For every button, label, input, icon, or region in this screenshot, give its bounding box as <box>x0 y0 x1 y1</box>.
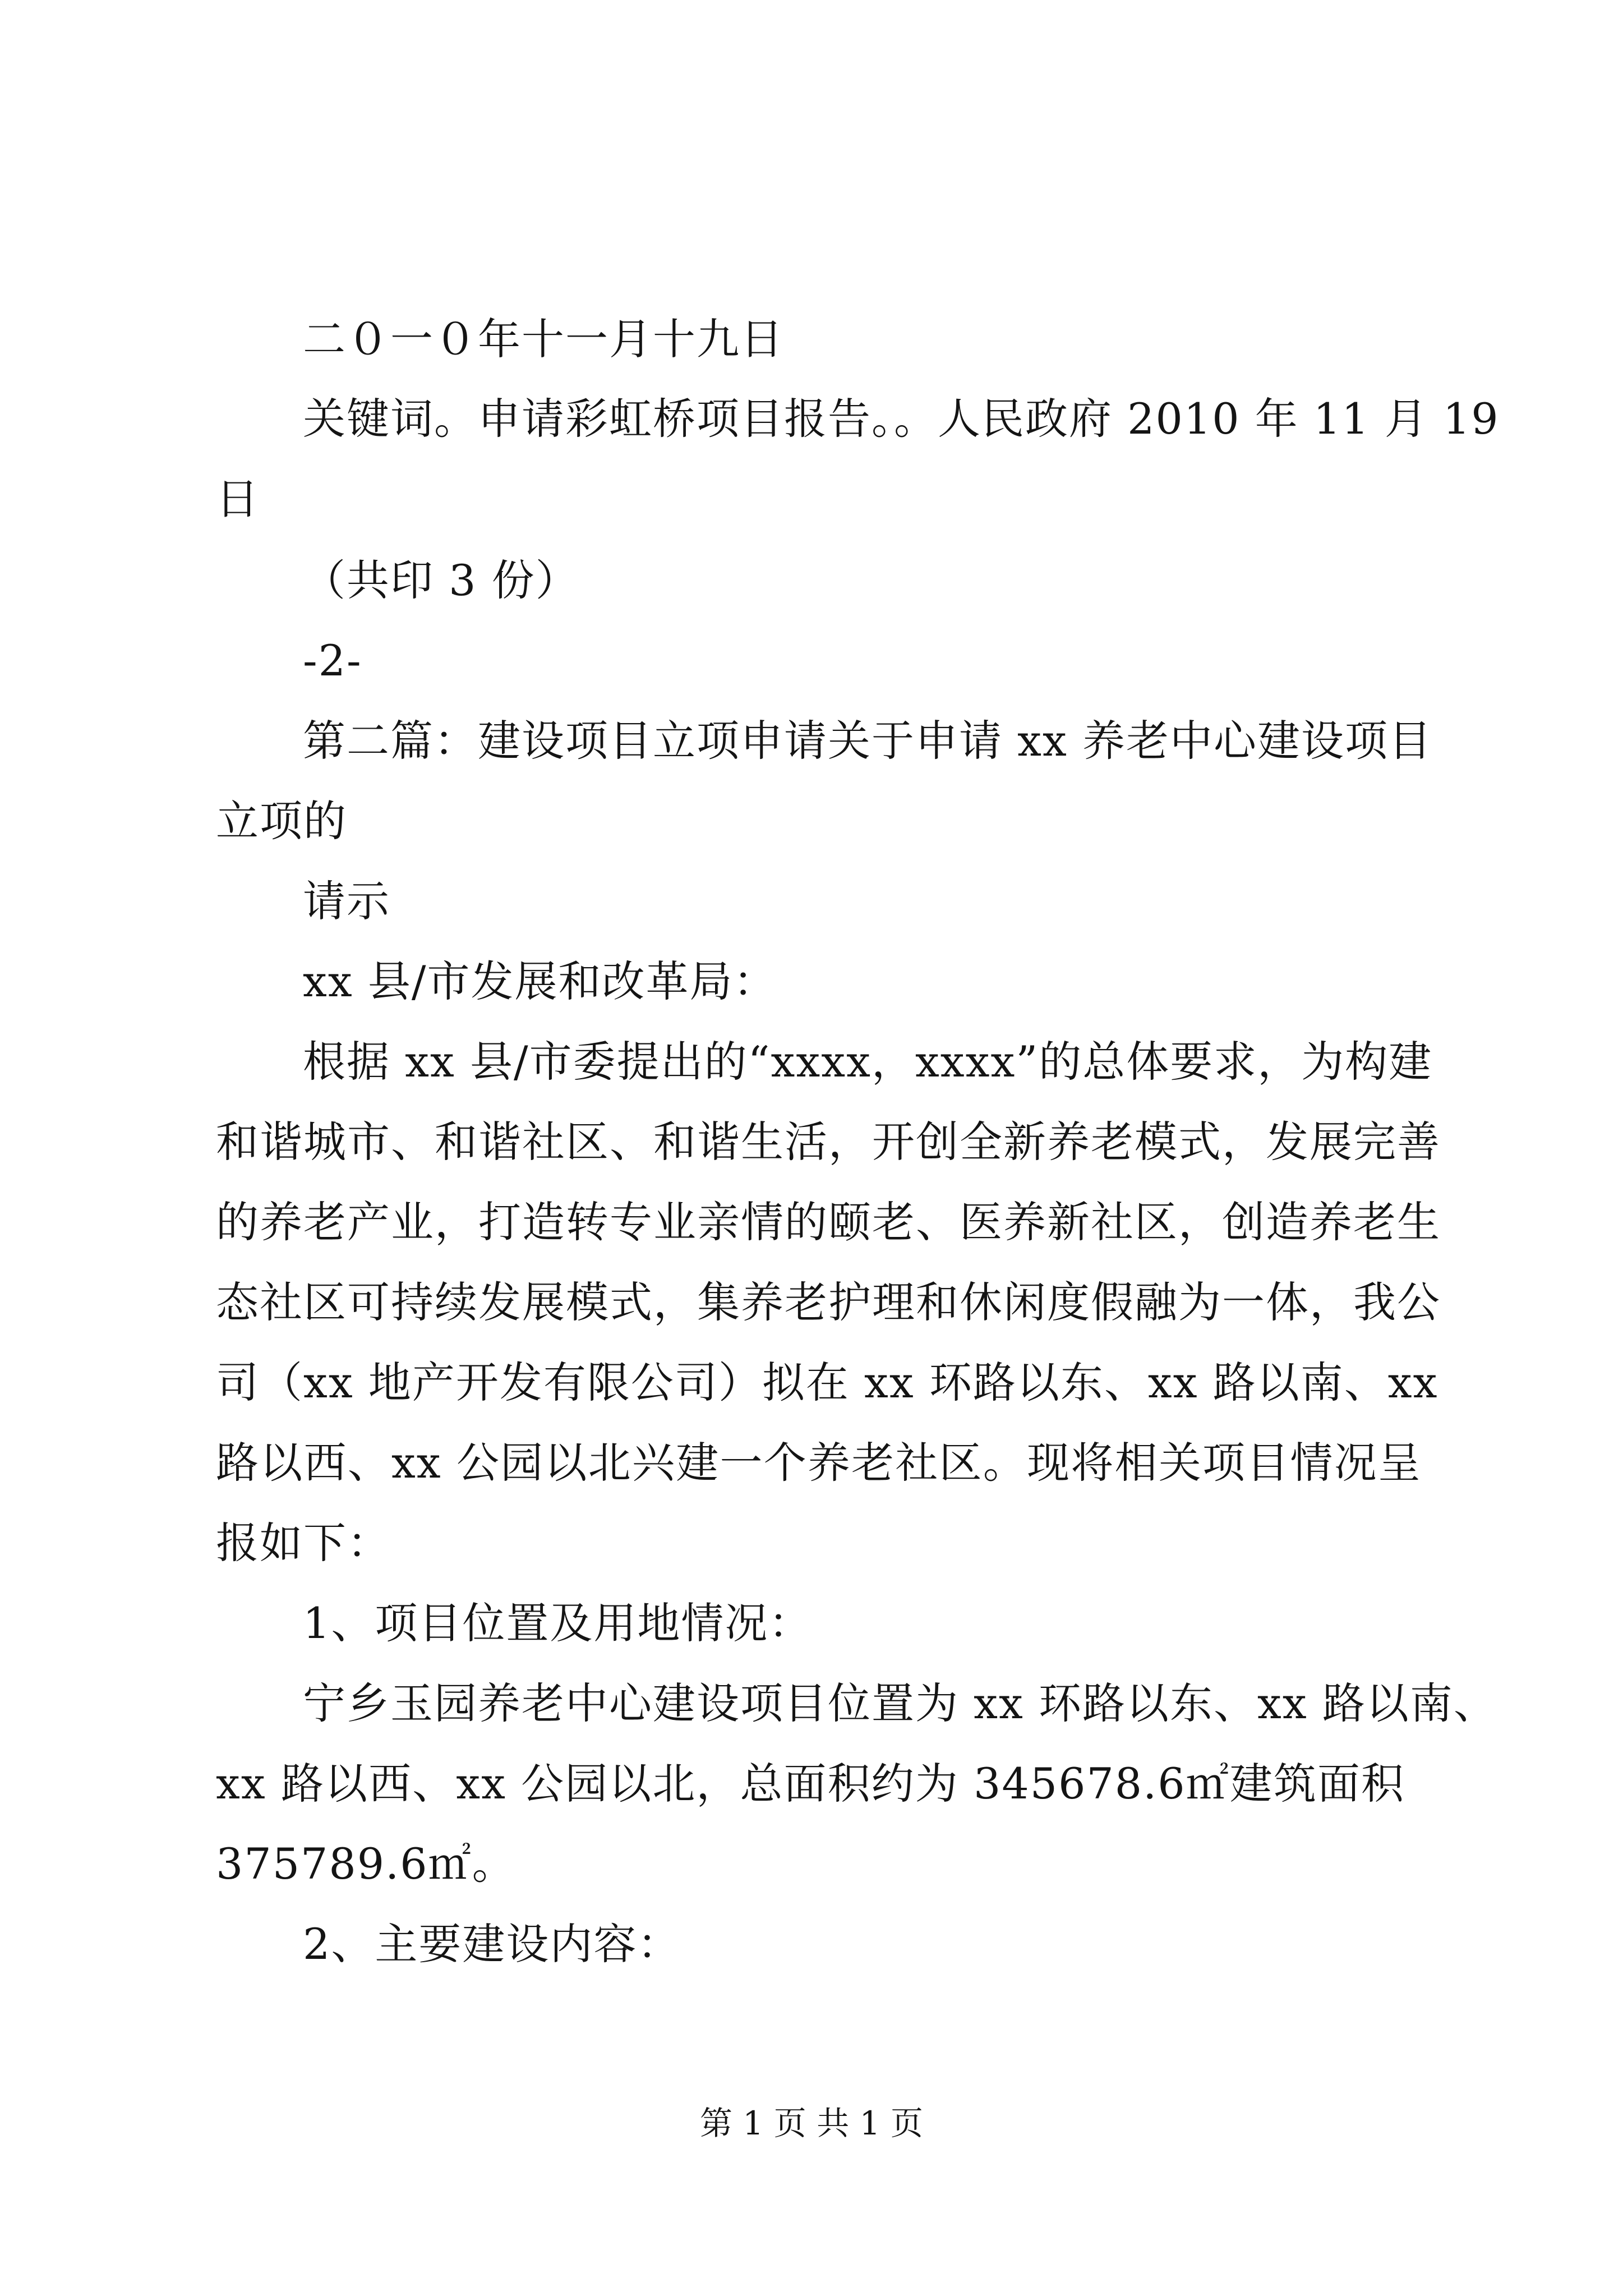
paragraph-line: 路以西、xx 公园以北兴建一个养老社区。现将相关项目情况呈 <box>216 1438 1422 1488</box>
chapter-title: 第二篇：建设项目立项申请关于申请 xx 养老中心建设项目 <box>303 716 1433 766</box>
copies-note: （共印 3 份） <box>303 555 579 605</box>
page-footer: 第 1 页 共 1 页 <box>700 2104 923 2142</box>
paragraph-line: 375789.6㎡。 <box>216 1839 516 1889</box>
paragraph-line: 的养老产业，打造转专业亲情的颐老、医养新社区，创造养老生 <box>216 1197 1441 1247</box>
paragraph-line: 和谐城市、和谐社区、和谐生活，开创全新养老模式，发展完善 <box>216 1117 1441 1167</box>
keywords-line: 关键词。申请彩虹桥项目报告。。人民政府 2010 年 11 月 19 <box>303 394 1500 444</box>
keywords-line-cont: 日 <box>216 474 260 524</box>
chapter-title-cont: 立项的 <box>216 796 347 846</box>
paragraph-line: 宁乡玉园养老中心建设项目位置为 xx 环路以东、xx 路以南、 <box>303 1678 1497 1728</box>
date-line: 二０一０年十一月十九日 <box>303 314 784 364</box>
recipient-line: xx 县/市发展和改革局： <box>303 956 777 1006</box>
request-heading: 请示 <box>303 876 390 926</box>
page-marker: -2- <box>303 636 362 685</box>
paragraph-line: 报如下： <box>216 1518 391 1568</box>
paragraph-line: 态社区可持续发展模式，集养老护理和休闲度假融为一体，我公 <box>216 1277 1441 1327</box>
paragraph-line: xx 路以西、xx 公园以北，总面积约为 345678.6㎡建筑面积 <box>216 1759 1405 1809</box>
section-heading-1: 1、项目位置及用地情况： <box>303 1598 813 1648</box>
paragraph-line: 根据 xx 县/市委提出的“xxxx，xxxx”的总体要求，为构建 <box>303 1037 1433 1087</box>
paragraph-line: 司（xx 地产开发有限公司）拟在 xx 环路以东、xx 路以南、xx <box>216 1358 1438 1407</box>
section-heading-2: 2、主要建设内容： <box>303 1919 681 1969</box>
